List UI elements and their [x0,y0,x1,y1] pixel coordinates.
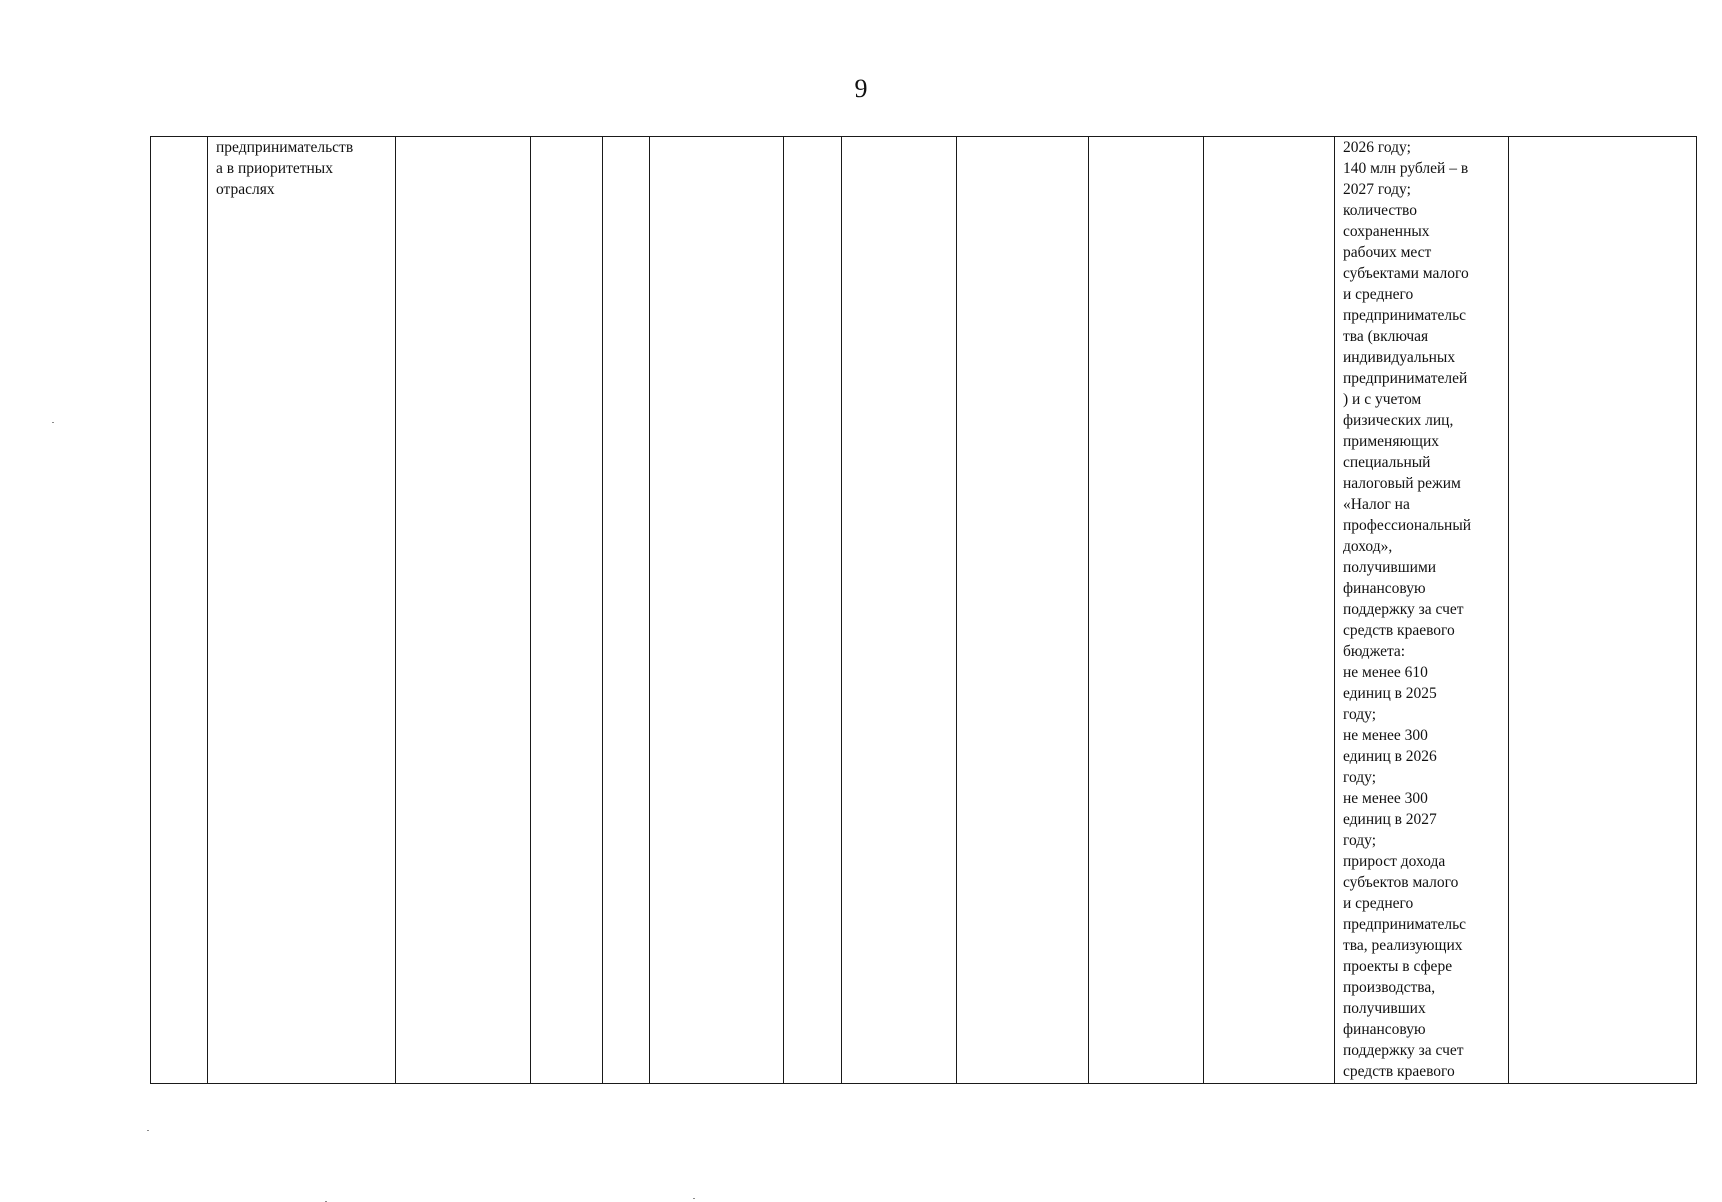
table-cell-col7 [784,137,842,1084]
scan-speck [52,422,54,423]
table-cell-col1 [151,137,208,1084]
page-number: 9 [854,74,868,103]
table-cell-col2 [208,137,396,1084]
table-row [151,137,1697,1084]
cell-text-priority-sectors: предпринимательств а в приоритетных отраслях [216,139,354,198]
table-cell-col11 [1204,137,1335,1084]
table-cell-col3 [396,137,531,1084]
table-cell-col9 [957,137,1089,1084]
table-cell-col12 [1335,137,1509,1084]
scan-speck [693,1198,695,1199]
scan-speck [147,1130,149,1131]
table-cell-col8 [842,137,957,1084]
table-cell-col4 [531,137,603,1084]
table-cell-col6 [650,137,784,1084]
table-cell-col5 [603,137,650,1084]
document-table [150,136,1697,1084]
cell-text-indicators: 2026 году; 140 млн рублей – в 2027 году; количество сохраненных рабочих мест субъектами малого и среднего предпринимательс тва (включая индивидуальных предпринимателей ) и с учетом физических лиц, применяющих специальный налоговый режим «Налог на профессиональный доход», получившими финансовую поддержку за счет средств краевого бюджета: не менее 610 единиц в 2025 году; не менее 300 единиц в 2026 году; не менее 300 единиц в 2027 году; прирост дохода субъектов малого и среднего предпринимательс тва, реализующих проекты в сфере производства, получивших финансовую поддержку за счет средств краевого [1343,139,1472,1080]
table-cell-col10 [1089,137,1204,1084]
table-cell-col13 [1509,137,1697,1084]
